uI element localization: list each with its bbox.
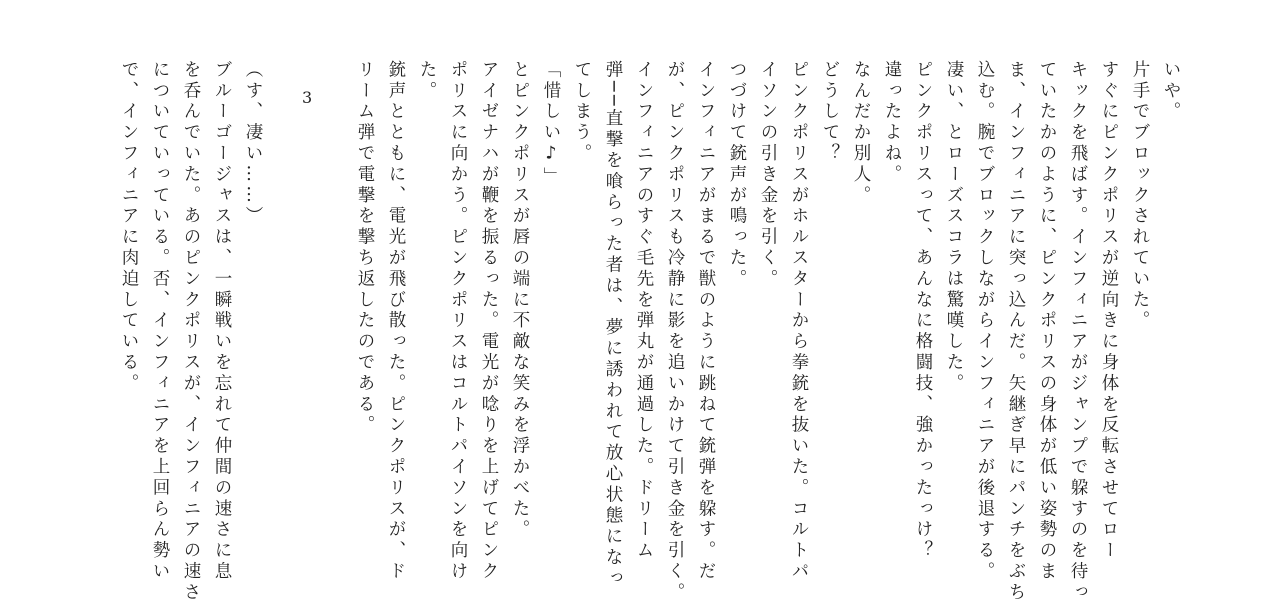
text-line: 違ったよね。 [882,60,902,186]
text-line: インフィニアのすぐ毛先を弾丸が通過した。ドリーム [634,60,654,562]
text-line: ブルーゴージャスは、一瞬戦いを忘れて仲間の速さに息 [212,60,232,583]
text-line: で、インフィニアに肉迫している。 [119,60,139,395]
text-line: ま、インフィニアに突っ込んだ。矢継ぎ早にパンチをぶち [1006,60,1026,604]
text-line: なんだか別人。 [851,60,871,207]
text-line: とピンクポリスが唇の端に不敵な笑みを浮かべた。 [510,60,530,541]
text-line: を呑んでいた。あのピンクポリスが、インフィニアの速さ [181,60,201,604]
text-line: リーム弾で電撃を撃ち返したのである。 [355,60,375,437]
text-line: 片手でブロックされていた。 [1130,60,1150,332]
text-line: アイゼナハが鞭を振るった。電光が唸りを上げてピンク [479,60,499,583]
text-line: ピンクポリスって、あんなに格闘技、強かったっけ？ [913,60,933,562]
text-line: ていたかのように、ピンクポリスの身体が低い姿勢のま [1037,60,1057,583]
text-line: 銃声とともに、電光が飛び散った。ピンクポリスが、ド [386,60,406,583]
text-line: いや。 [1161,60,1181,123]
section-number: 3 [302,88,313,107]
text-line: 弾──直撃を喰らった者は、夢に誘われて放心状態になっ [603,60,623,590]
text-line: 込む。腕でブロックしながらインフィニアが後退する。 [975,60,995,583]
text-line: についていっている。否、インフィニアを上回らん勢い [150,60,170,583]
text-line: 「惜しい♪」 [541,60,561,188]
text-line: が、ピンクポリスも冷静に影を追いかけて引き金を引く。 [665,60,685,604]
text-line: ポリスに向かう。ピンクポリスはコルトパイソンを向け [448,60,468,583]
text-line: どうして？ [820,60,840,165]
text-line: （す、凄い……） [243,60,263,228]
text-line: インフィニアがまるで獣のように跳ねて銃弾を躱す。だ [696,60,716,583]
text-line: た。 [417,60,437,102]
text-line: てしまう。 [572,60,592,165]
text-line: イソンの引き金を引く。 [758,60,778,290]
text-line: ピンクポリスがホルスターから拳銃を抜いた。コルトパ [789,60,809,583]
text-line: キックを飛ばす。インフィニアがジャンプで躱すのを待っ [1068,60,1088,604]
text-line: つづけて銃声が鳴った。 [727,60,747,290]
text-line: すぐにピンクポリスが逆向きに身体を反転させてロー [1099,60,1119,562]
text-line: 凄い、とローズスコラは驚嘆した。 [944,60,964,395]
